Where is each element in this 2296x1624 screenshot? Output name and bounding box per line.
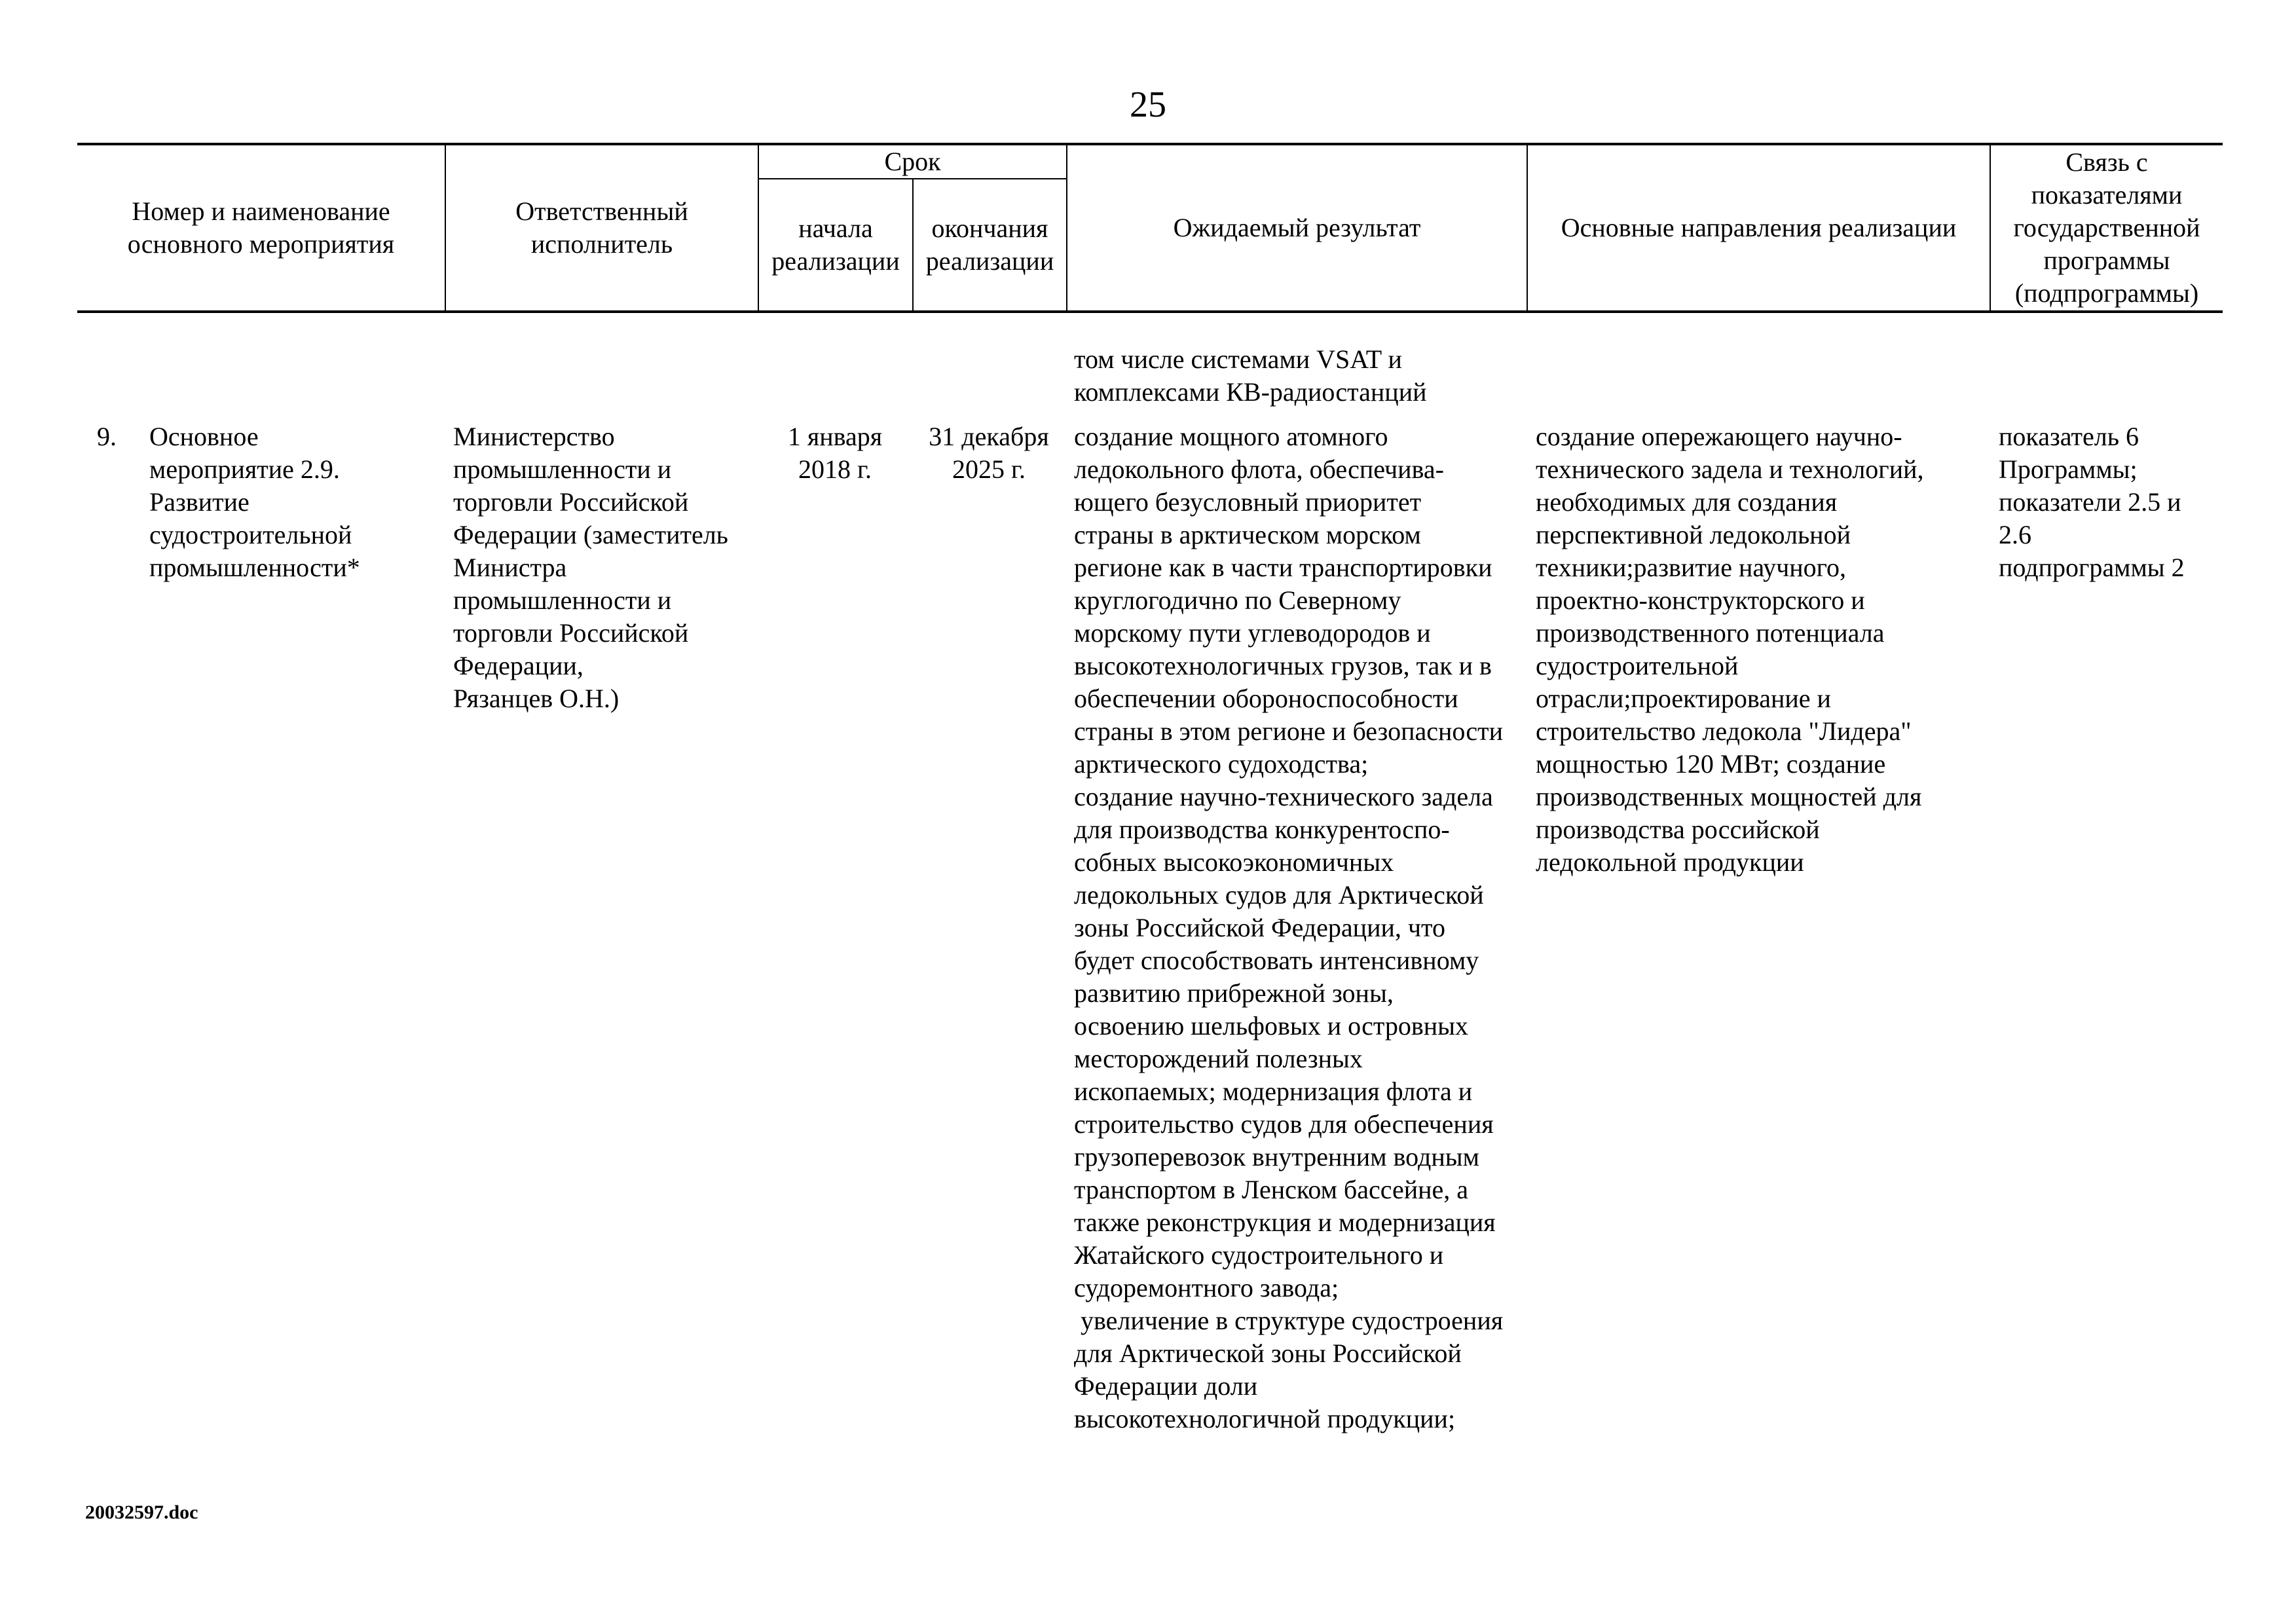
header-end: окончания реализации — [913, 179, 1067, 312]
end-date: 31 декабря 2025 г. — [929, 422, 1049, 484]
document-filename: 20032597.doc — [85, 1502, 198, 1523]
header-directions: Основные направления реализации — [1527, 144, 1990, 312]
responsible-executor: Министерство промышленности и торговли Российской Федерации (заместитель Министра промышленности и торговли Российской Федерации, Рязанцев О.Н.) — [453, 422, 728, 713]
implementation-directions: создание опережающего научно- технического задела и технологий, необходимых для создания перспективной ледокольной техники;развитие научного, проектно-конструкторского и производственного потенциала судостроительной отрасли;проектирование и строительство ледокола "Лидера" мощностью 120 МВт; создание производственных мощностей для производства российской ледокольной продукции — [1536, 422, 1924, 877]
header-start: начала реализации — [758, 179, 913, 312]
expected-result: создание мощного атомного ледокольного флота, обеспечива- ющего безусловный приоритет страны в арктическом морском регионе как в части транспортировки круглогодично по Северному морскому пути углеводородов и высокотехнологичных грузов, так и в обеспечении обороноспособности страны в этом регионе и безопасности арктического судоходства; создание научно-технического задела для производства конкурентоспо- собных высокоэкономичных ледокольных судов для Арктической зоны Российской Федерации, что будет способствовать интенсивному развитию прибрежной зоны, освоению шельфовых и островных месторождений полезных ископаемых; модернизация флота и строительство судов для обеспечения грузоперевозок внутренним водным транспортом в Ленском бассейне, а также реконструкция и модернизация Жатайского судостроительного и судоремонтного завода; увеличение в структуре судостроения для Арктической зоны Российской Федерации доли высокотехнологичной продукции; — [1074, 422, 1504, 1433]
header-executor: Ответственный исполнитель — [445, 144, 758, 312]
header-expected-result: Ожидаемый результат — [1067, 144, 1527, 312]
indicator-link: показатель 6 Программы; показатели 2.5 и 2.6 подпрограммы 2 — [1999, 422, 2185, 582]
event-name: Основное мероприятие 2.9. Развитие судостроительной промышленности* — [149, 422, 360, 582]
start-date: 1 января 2018 г. — [787, 422, 883, 484]
table-header — [77, 143, 2223, 313]
header-term: Срок — [758, 144, 1067, 179]
header-event-name: Номер и наименование основного мероприятия — [77, 144, 445, 312]
row-number: 9. — [97, 422, 117, 451]
page-number: 25 — [1130, 84, 1166, 125]
header-indicator-link: Связь с показателями государственной программы (подпрограммы) — [1990, 144, 2223, 312]
continued-result-text: том числе системами VSAT и комплексами КВ-радиостанций — [1074, 344, 1427, 407]
